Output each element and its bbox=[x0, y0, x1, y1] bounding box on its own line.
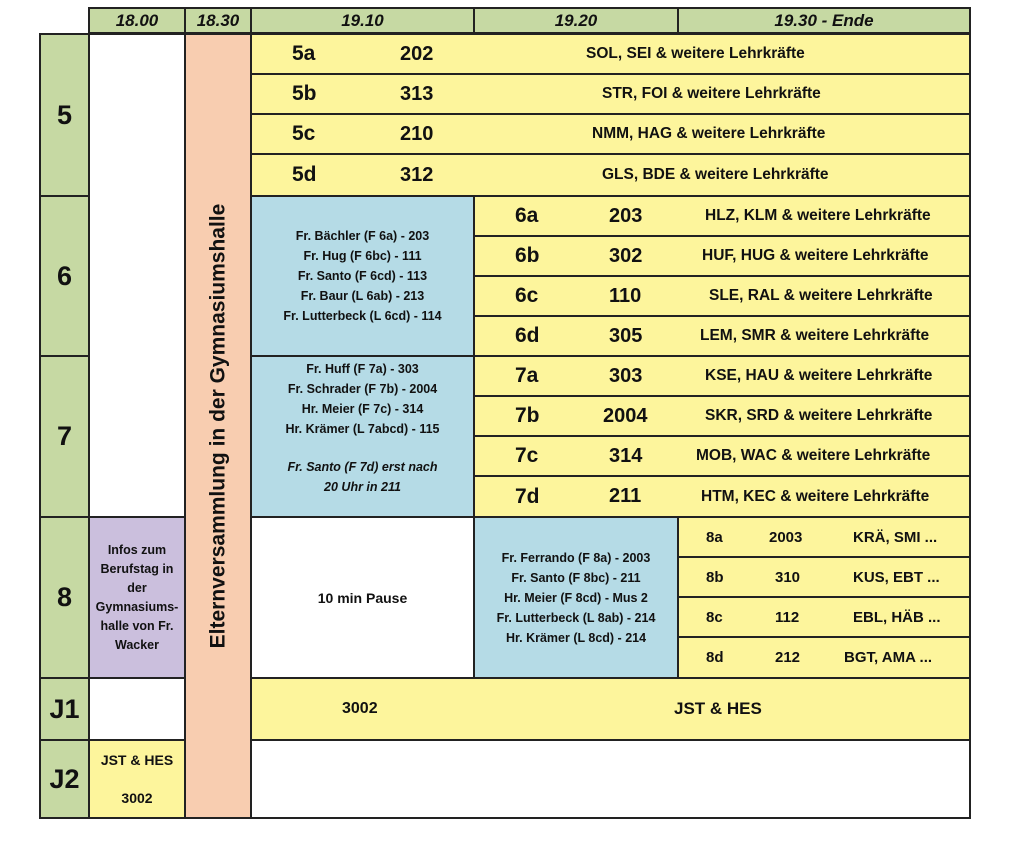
grade-label-j2: J2 bbox=[39, 739, 90, 819]
grade-label-7: 7 bbox=[39, 355, 90, 518]
empty-1800-grades-5-7 bbox=[88, 33, 186, 518]
row-8d: 8d 212 BGT, AMA ... bbox=[677, 636, 971, 679]
grade-label-5: 5 bbox=[39, 33, 90, 197]
grade-label-6: 6 bbox=[39, 195, 90, 357]
grade-8-pause: 10 min Pause bbox=[250, 516, 475, 679]
grade-7-teacher-meetings: Fr. Huff (F 7a) - 303 Fr. Schrader (F 7b) - 2004 Hr. Meier (F 7c) - 314 Hr. Krämer (L 7abcd) - 115 Fr. Santo (F 7d) erst nach 20 Uhr in 211 bbox=[250, 355, 475, 518]
row-7c: 7c 314 MOB, WAC & weitere Lehrkräfte bbox=[473, 435, 971, 477]
row-8a: 8a 2003 KRÄ, SMI ... bbox=[677, 516, 971, 558]
row-5d: 5d 312 GLS, BDE & weitere Lehrkräfte bbox=[250, 153, 971, 197]
row-7d: 7d 211 HTM, KEC & weitere Lehrkräfte bbox=[473, 475, 971, 518]
row-j2-empty bbox=[250, 739, 971, 819]
empty-1800-j1 bbox=[88, 677, 186, 741]
header-time-1800: 18.00 bbox=[88, 7, 186, 34]
header-time-1930-end: 19.30 - Ende bbox=[677, 7, 971, 34]
grade-label-j1: J1 bbox=[39, 677, 90, 741]
row-8c: 8c 112 EBL, HÄB ... bbox=[677, 596, 971, 638]
row-6a: 6a 203 HLZ, KLM & weitere Lehrkräfte bbox=[473, 195, 971, 237]
header-time-1910: 19.10 bbox=[250, 7, 475, 34]
row-6d: 6d 305 LEM, SMR & weitere Lehrkräfte bbox=[473, 315, 971, 357]
berufstag-info-cell: Infos zum Berufstag in der Gymnasiums- halle von Fr. Wacker bbox=[88, 516, 186, 679]
hall-meeting-label: Elternversammlung in der Gymnasiumshalle bbox=[206, 203, 229, 649]
row-6b: 6b 302 HUF, HUG & weitere Lehrkräfte bbox=[473, 235, 971, 277]
row-5a: 5a 202 SOL, SEI & weitere Lehrkräfte bbox=[250, 33, 971, 75]
grade-8-teacher-meetings: Fr. Ferrando (F 8a) - 2003 Fr. Santo (F 8bc) - 211 Hr. Meier (F 8cd) - Mus 2 Fr. Lutterbeck (L 8ab) - 214 Hr. Krämer (L 8cd) - 214 bbox=[473, 516, 679, 679]
row-7b: 7b 2004 SKR, SRD & weitere Lehrkräfte bbox=[473, 395, 971, 437]
header-time-1830: 18.30 bbox=[184, 7, 252, 34]
row-6c: 6c 110 SLE, RAL & weitere Lehrkräfte bbox=[473, 275, 971, 317]
header-time-1920: 19.20 bbox=[473, 7, 679, 34]
row-5c: 5c 210 NMM, HAG & weitere Lehrkräfte bbox=[250, 113, 971, 155]
row-j1: 3002 JST & HES bbox=[250, 677, 971, 741]
row-5b: 5b 313 STR, FOI & weitere Lehrkräfte bbox=[250, 73, 971, 115]
j2-early-cell: JST & HES 3002 bbox=[88, 739, 186, 819]
row-8b: 8b 310 KUS, EBT ... bbox=[677, 556, 971, 598]
hall-meeting-column bbox=[184, 33, 252, 819]
row-7a: 7a 303 KSE, HAU & weitere Lehrkräfte bbox=[473, 355, 971, 397]
grade-label-8: 8 bbox=[39, 516, 90, 679]
grade-6-teacher-meetings: Fr. Bächler (F 6a) - 203 Fr. Hug (F 6bc) - 111 Fr. Santo (F 6cd) - 113 Fr. Baur (L 6ab) - 213 Fr. Lutterbeck (L 6cd) - 114 bbox=[250, 195, 475, 357]
